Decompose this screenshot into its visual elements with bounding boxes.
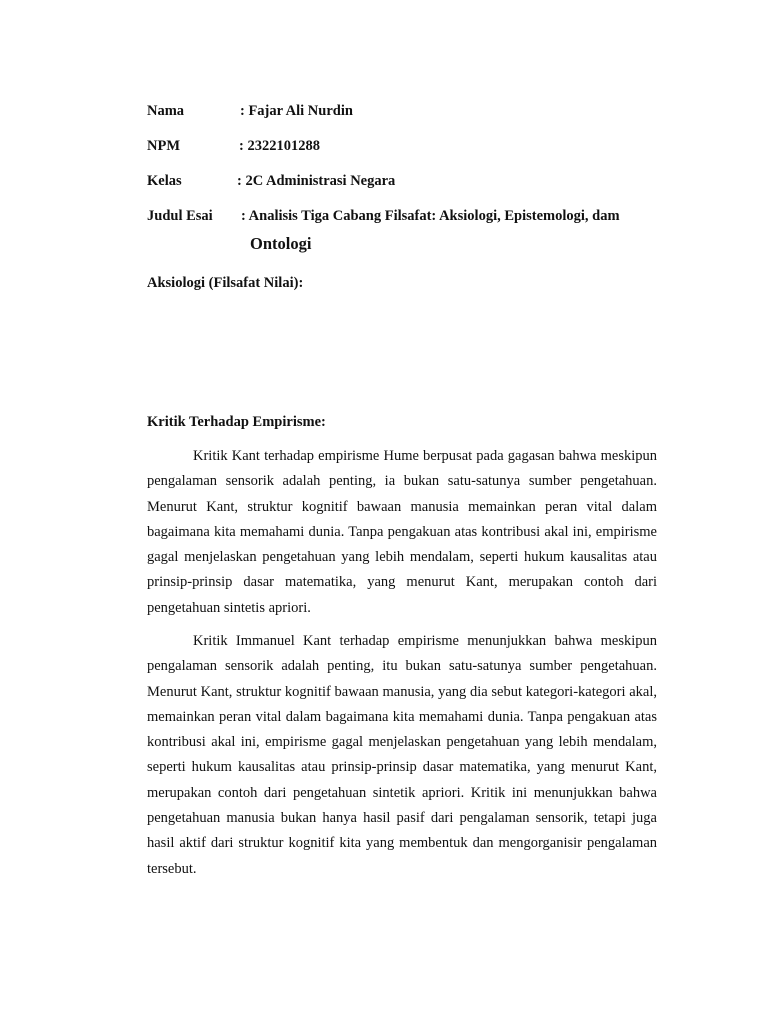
judul-label: Judul Esai bbox=[147, 208, 213, 224]
paragraph-2: Kritik Immanuel Kant terhadap empirisme menunjukkan bahwa meskipun pengalaman sensorik adalah penting, itu bukan satu-satunya sumber pengetahuan. Menurut Kant, struktur kognitif bawaan manusia, yang dia sebut kategori-kategori akal, memainkan peran vital dalam bagaimana kita memahami dunia. Tanpa pengakuan atas kontribusi akal ini, empirisme gagal menjelaskan pengetahuan yang lebih mendalam, seperti hukum kausalitas atau prinsip-prinsip dasar matematika, yang menurut Kant, merupakan contoh dari pengetahuan sintetik apriori. Kritik ini menunjukkan bahwa pengetahuan manusia bukan hanya hasil pasif dari pengalaman sensorik, tetapi juga hasil aktif dari struktur kognitif kita yang membentuk dan mengorganisir pengalaman tersebut. bbox=[147, 633, 657, 877]
nama-value: : Fajar Ali Nurdin bbox=[240, 103, 353, 119]
kritik-heading: Kritik Terhadap Empirisme: bbox=[147, 414, 326, 430]
nama-label: Nama bbox=[147, 103, 185, 119]
judul-value: : Analisis Tiga Cabang Filsafat: Aksiologi, Epistemologi, dam bbox=[241, 208, 620, 224]
npm-label: NPM bbox=[147, 138, 181, 154]
kelas-label: Kelas bbox=[147, 173, 182, 189]
kelas-value: : 2C Administrasi Negara bbox=[237, 173, 396, 189]
paragraph-1: Kritik Kant terhadap empirisme Hume berpusat pada gagasan bahwa meskipun pengalaman sensorik adalah penting, ia bukan satu-satunya sumber pengetahuan. Menurut Kant, struktur kognitif bawaan manusia memainkan peran vital dalam bagaimana kita memahami dunia. Tanpa pengakuan atas kontribusi akal ini, empirisme gagal menjelaskan pengetahuan yang lebih mendalam, seperti hukum kausalitas atau prinsip-prinsip dasar matematika, yang menurut Kant, merupakan contoh dari pengetahuan sintetis apriori. bbox=[147, 448, 657, 616]
npm-value: : 2322101288 bbox=[239, 138, 320, 154]
judul-value-continued: Ontologi bbox=[250, 234, 312, 253]
aksiologi-heading: Aksiologi (Filsafat Nilai): bbox=[147, 275, 304, 291]
